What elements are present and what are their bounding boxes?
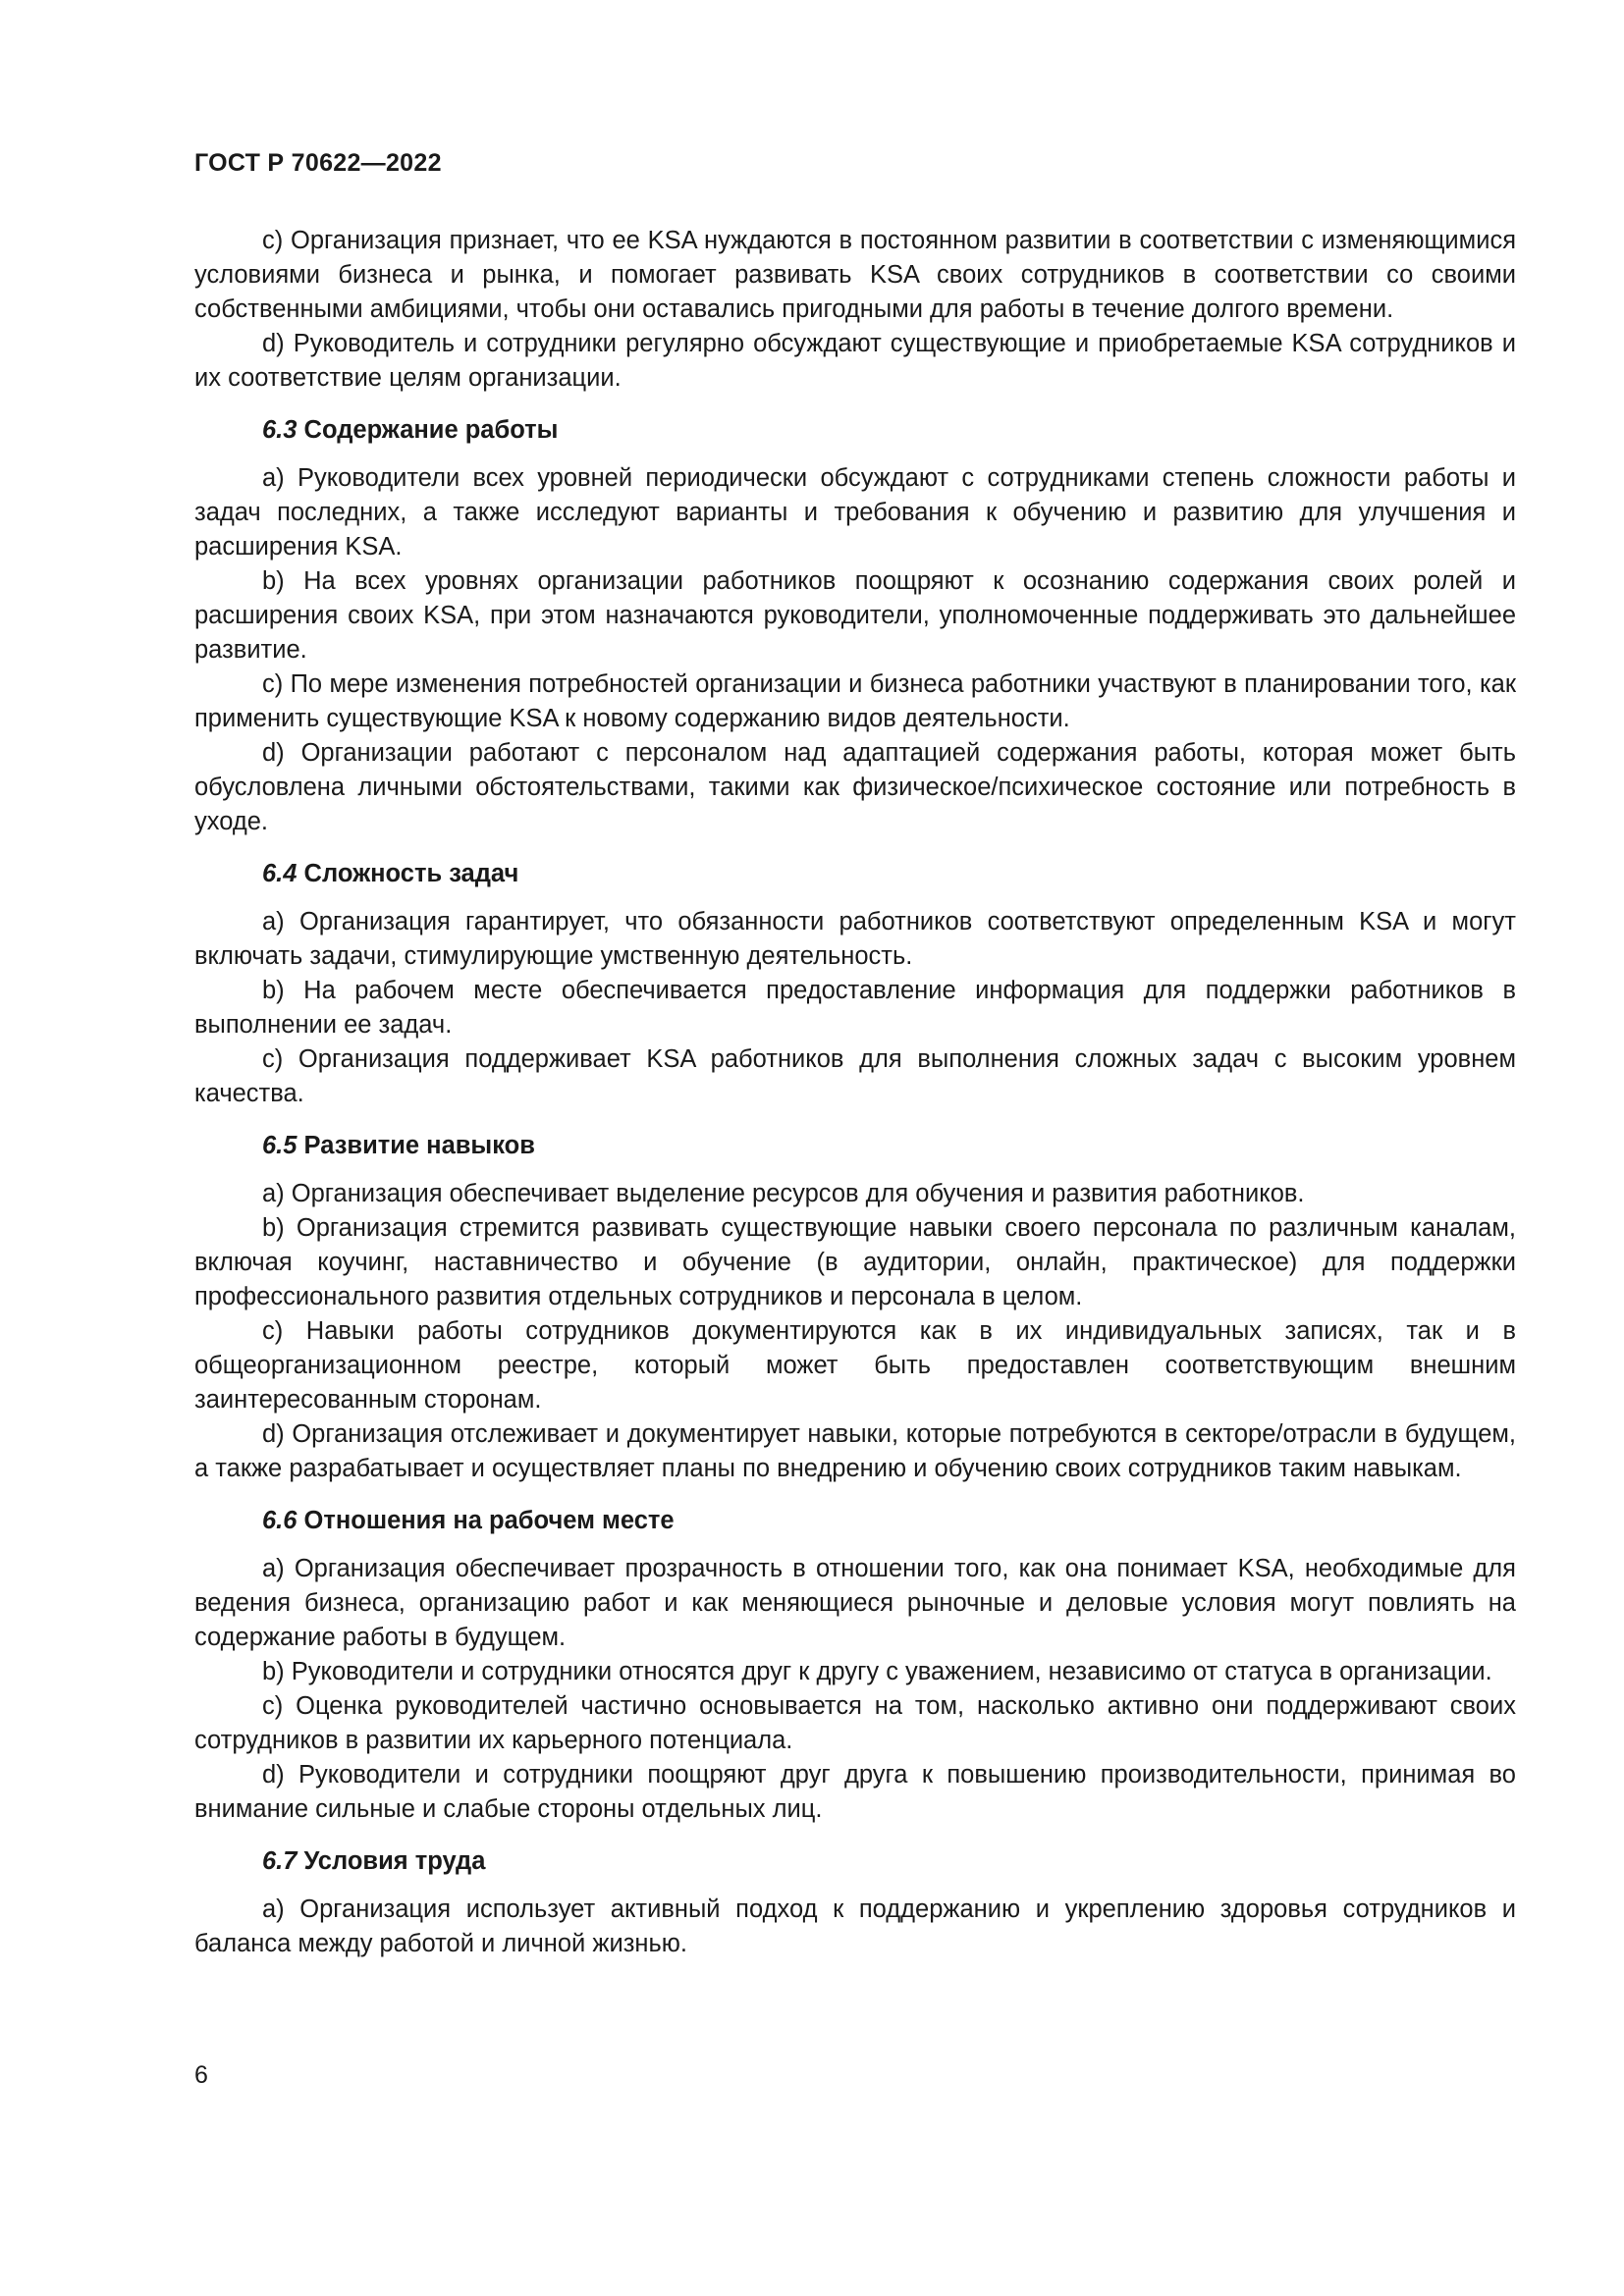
- paragraph: b) На всех уровнях организации работников поощряют к осознанию содержания своих ролей и расширения своих KSA, при этом назначаются руководители, уполномоченные поддерживать это дальнейшее развитие.: [194, 567, 1516, 664]
- document-body: [194, 224, 1516, 1961]
- paragraph: c) Организация поддерживает KSA работников для выполнения сложных задач с высоким уровнем качества.: [194, 1045, 1516, 1107]
- section-number: 6.7: [262, 1847, 298, 1875]
- paragraph: b) Организация стремится развивать существующие навыки своего персонала по различным каналам, включая коучинг, наставничество и обучение (в аудитории, онлайн, практическое) для поддержки профессионального развития отдельных сотрудников и персонала в целом.: [194, 1214, 1516, 1310]
- paragraph: c) Оценка руководителей частично основывается на том, насколько активно они поддерживают своих сотрудников в развитии их карьерного потенциала.: [194, 1692, 1516, 1754]
- section-number: 6.4: [262, 860, 298, 887]
- paragraph: b) На рабочем месте обеспечивается предоставление информация для поддержки работников в выполнении ее задач.: [194, 977, 1516, 1039]
- paragraph: c) Организация признает, что ее KSA нуждаются в постоянном развитии в соответствии с изменяющимися условиями бизнеса и рынка, и помогает развивать KSA своих сотрудников в соответствии со своими собственными амбициями, чтобы они оставались пригодными для работы в течение долгого времени.: [194, 227, 1516, 323]
- paragraph: a) Организация обеспечивает прозрачность в отношении того, как она понимает KSA, необходимые для ведения бизнеса, организацию работ и как меняющиеся рыночные и деловые условия могут повлиять на содержание работы в будущем.: [194, 1555, 1516, 1651]
- page-number: 6: [194, 2061, 208, 2089]
- paragraph: d) Руководители и сотрудники поощряют друг друга к повышению производительности, принимая во внимание сильные и слабые стороны отдельных лиц.: [194, 1761, 1516, 1823]
- section-heading: [194, 1844, 1516, 1879]
- section-heading: [194, 413, 1516, 448]
- paragraph: c) По мере изменения потребностей организации и бизнеса работники участвуют в планировании того, как применить существующие KSA к новому содержанию видов деятельности.: [194, 670, 1516, 732]
- paragraph: a) Организация гарантирует, что обязанности работников соответствуют определенным KSA и могут включать задачи, стимулирующие умственную деятельность.: [194, 908, 1516, 970]
- section-title: Сложность задач: [303, 860, 519, 887]
- section-heading: [194, 1504, 1516, 1538]
- section-title: Развитие навыков: [303, 1132, 535, 1159]
- paragraph: a) Организация обеспечивает выделение ресурсов для обучения и развития работников.: [262, 1180, 1305, 1207]
- section-heading: [194, 857, 1516, 891]
- paragraph: a) Организация использует активный подход к поддержанию и укреплению здоровья сотрудников и баланса между работой и личной жизнью.: [194, 1896, 1516, 1957]
- document-header: ГОСТ Р 70622—2022: [194, 149, 442, 177]
- section-title: Условия труда: [303, 1847, 486, 1875]
- section-number: 6.5: [262, 1132, 298, 1159]
- paragraph: d) Руководитель и сотрудники регулярно обсуждают существующие и приобретаемые KSA сотрудников и их соответствие целям организации.: [194, 330, 1516, 392]
- paragraph: d) Организации работают с персоналом над адаптацией содержания работы, которая может быть обусловлена личными обстоятельствами, такими как физическое/психическое состояние или потребность в уходе.: [194, 739, 1516, 835]
- paragraph: a) Руководители всех уровней периодически обсуждают с сотрудниками степень сложности работы и задач последних, а также исследуют варианты и требования к обучению и развитию для улучшения и расширения KSA.: [194, 464, 1516, 561]
- section-title: Отношения на рабочем месте: [303, 1507, 675, 1534]
- section-number: 6.6: [262, 1507, 298, 1534]
- paragraph: b) Руководители и сотрудники относятся друг к другу с уважением, независимо от статуса в организации.: [262, 1658, 1492, 1685]
- section-title: Содержание работы: [303, 416, 559, 444]
- paragraph: d) Организация отслеживает и документирует навыки, которые потребуются в секторе/отрасли в будущем, а также разрабатывает и осуществляет планы по внедрению и обучению своих сотрудников таким навыкам.: [194, 1420, 1516, 1482]
- section-heading: [194, 1129, 1516, 1163]
- paragraph: c) Навыки работы сотрудников документируются как в их индивидуальных записях, так и в общеорганизационном реестре, который может быть предоставлен соответствующим внешним заинтересованным сторонам.: [194, 1317, 1516, 1414]
- section-number: 6.3: [262, 416, 298, 444]
